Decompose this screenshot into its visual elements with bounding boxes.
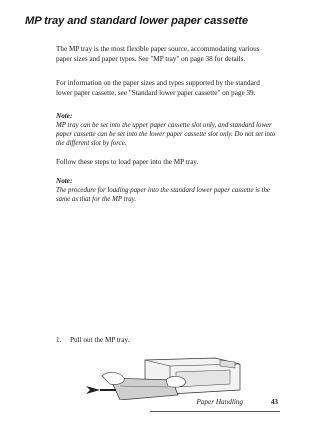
paragraph-mp-tray-intro: The MP tray is the most flexible paper source, accommodating various paper sizes and paper types. See "MP tray" on page 38 for details.	[56, 45, 260, 63]
note-label: Note:	[56, 112, 73, 120]
footer-page-number: 43	[270, 398, 278, 406]
paragraph-lower-cassette-info: For information on the paper sizes and types supported by the standard lower paper cassette, see "Standard lower paper cassette" on page 39.	[56, 79, 260, 97]
footer-section-title: Paper Handling	[196, 398, 243, 406]
printer-mp-tray-drawing	[80, 350, 280, 400]
note-text: MP tray can be set into the upper paper cassette slot only, and standard lower paper cassette can be set into the lower paper cassette slot only. Do not set into the different slot by force.	[56, 122, 276, 148]
printer-illustration	[80, 350, 280, 405]
note-text-2: The procedure for loading paper into the standard lower paper cassette is the same as that for the MP tray.	[56, 187, 270, 204]
step-text: Pull out the MP tray.	[70, 336, 130, 344]
page-heading: MP tray and standard lower paper cassette	[25, 15, 249, 27]
note-label-2: Note:	[56, 177, 73, 185]
step-number: 1.	[56, 336, 62, 344]
paragraph-follow-steps: Follow these steps to load paper into the MP tray.	[56, 158, 199, 166]
footer-rule	[150, 411, 280, 412]
